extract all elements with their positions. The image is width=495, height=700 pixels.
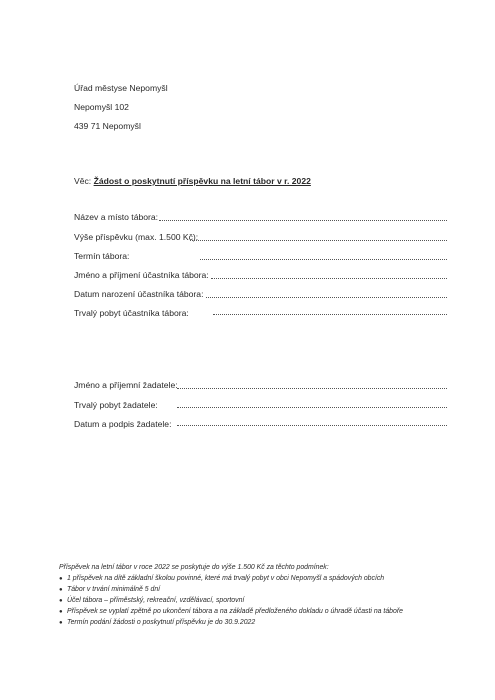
condition-item: ● Účel tábora – příměstský, rekreační, vzdělávací, sportovní: [59, 596, 403, 607]
term-label: Termín tábora:: [74, 251, 130, 261]
recipient-city: 439 71 Nepomyšl: [74, 121, 141, 131]
conditions-list: [59, 574, 403, 629]
term-field[interactable]: [200, 259, 447, 260]
applicant-name-field[interactable]: [177, 388, 447, 389]
applicant-address-label: Trvalý pobyt žadatele:: [74, 400, 158, 410]
date-signature-label: Datum a podpis žadatele:: [74, 419, 172, 429]
applicant-address-field[interactable]: [177, 407, 447, 408]
participant-address-field[interactable]: [213, 314, 447, 315]
participant-name-field[interactable]: [211, 278, 447, 279]
condition-item: ● Tábor v trvání minimálně 5 dní: [59, 585, 403, 596]
participant-birth-label: Datum narození účastníka tábora:: [74, 289, 204, 299]
recipient-office: Úřad městyse Nepomyšl: [74, 83, 168, 93]
condition-item: ● 1 příspěvek na dítě základní školou povinné, které má trvalý pobyt v obci Nepomyšl a spádových obcích: [59, 574, 403, 585]
conditions-intro: Příspěvek na letní tábor v roce 2022 se poskytuje do výše 1.500 Kč za těchto podmínek:: [59, 564, 329, 571]
condition-item: ● Termín podání žádosti o poskytnutí příspěvku je do 30.9.2022: [59, 618, 403, 629]
participant-birth-field[interactable]: [206, 297, 447, 298]
camp-name-field[interactable]: [159, 220, 447, 221]
amount-label: Výše příspěvku (max. 1.500 Kč):: [74, 232, 199, 242]
applicant-name-label: Jméno a příjemní žadatele:: [74, 380, 178, 390]
condition-item: ● Příspěvek se vyplatí zpětně po ukončení tábora a na základě předloženého dokladu o úhradě účasti na táboře: [59, 607, 403, 618]
conditions-block: [59, 563, 403, 628]
participant-name-label: Jméno a příjmení účastníka tábora:: [74, 270, 209, 280]
subject-prefix: Věc:: [74, 176, 92, 186]
subject-line: [74, 177, 311, 186]
subject-title: Žádost o poskytnutí příspěvku na letní tábor v r. 2022: [93, 176, 311, 186]
recipient-street: Nepomyšl 102: [74, 102, 129, 112]
date-signature-field[interactable]: [177, 425, 447, 426]
camp-name-label: Název a místo tábora:: [74, 212, 159, 222]
amount-field[interactable]: [190, 240, 447, 241]
participant-address-label: Trvalý pobyt účastníka tábora:: [74, 308, 189, 318]
